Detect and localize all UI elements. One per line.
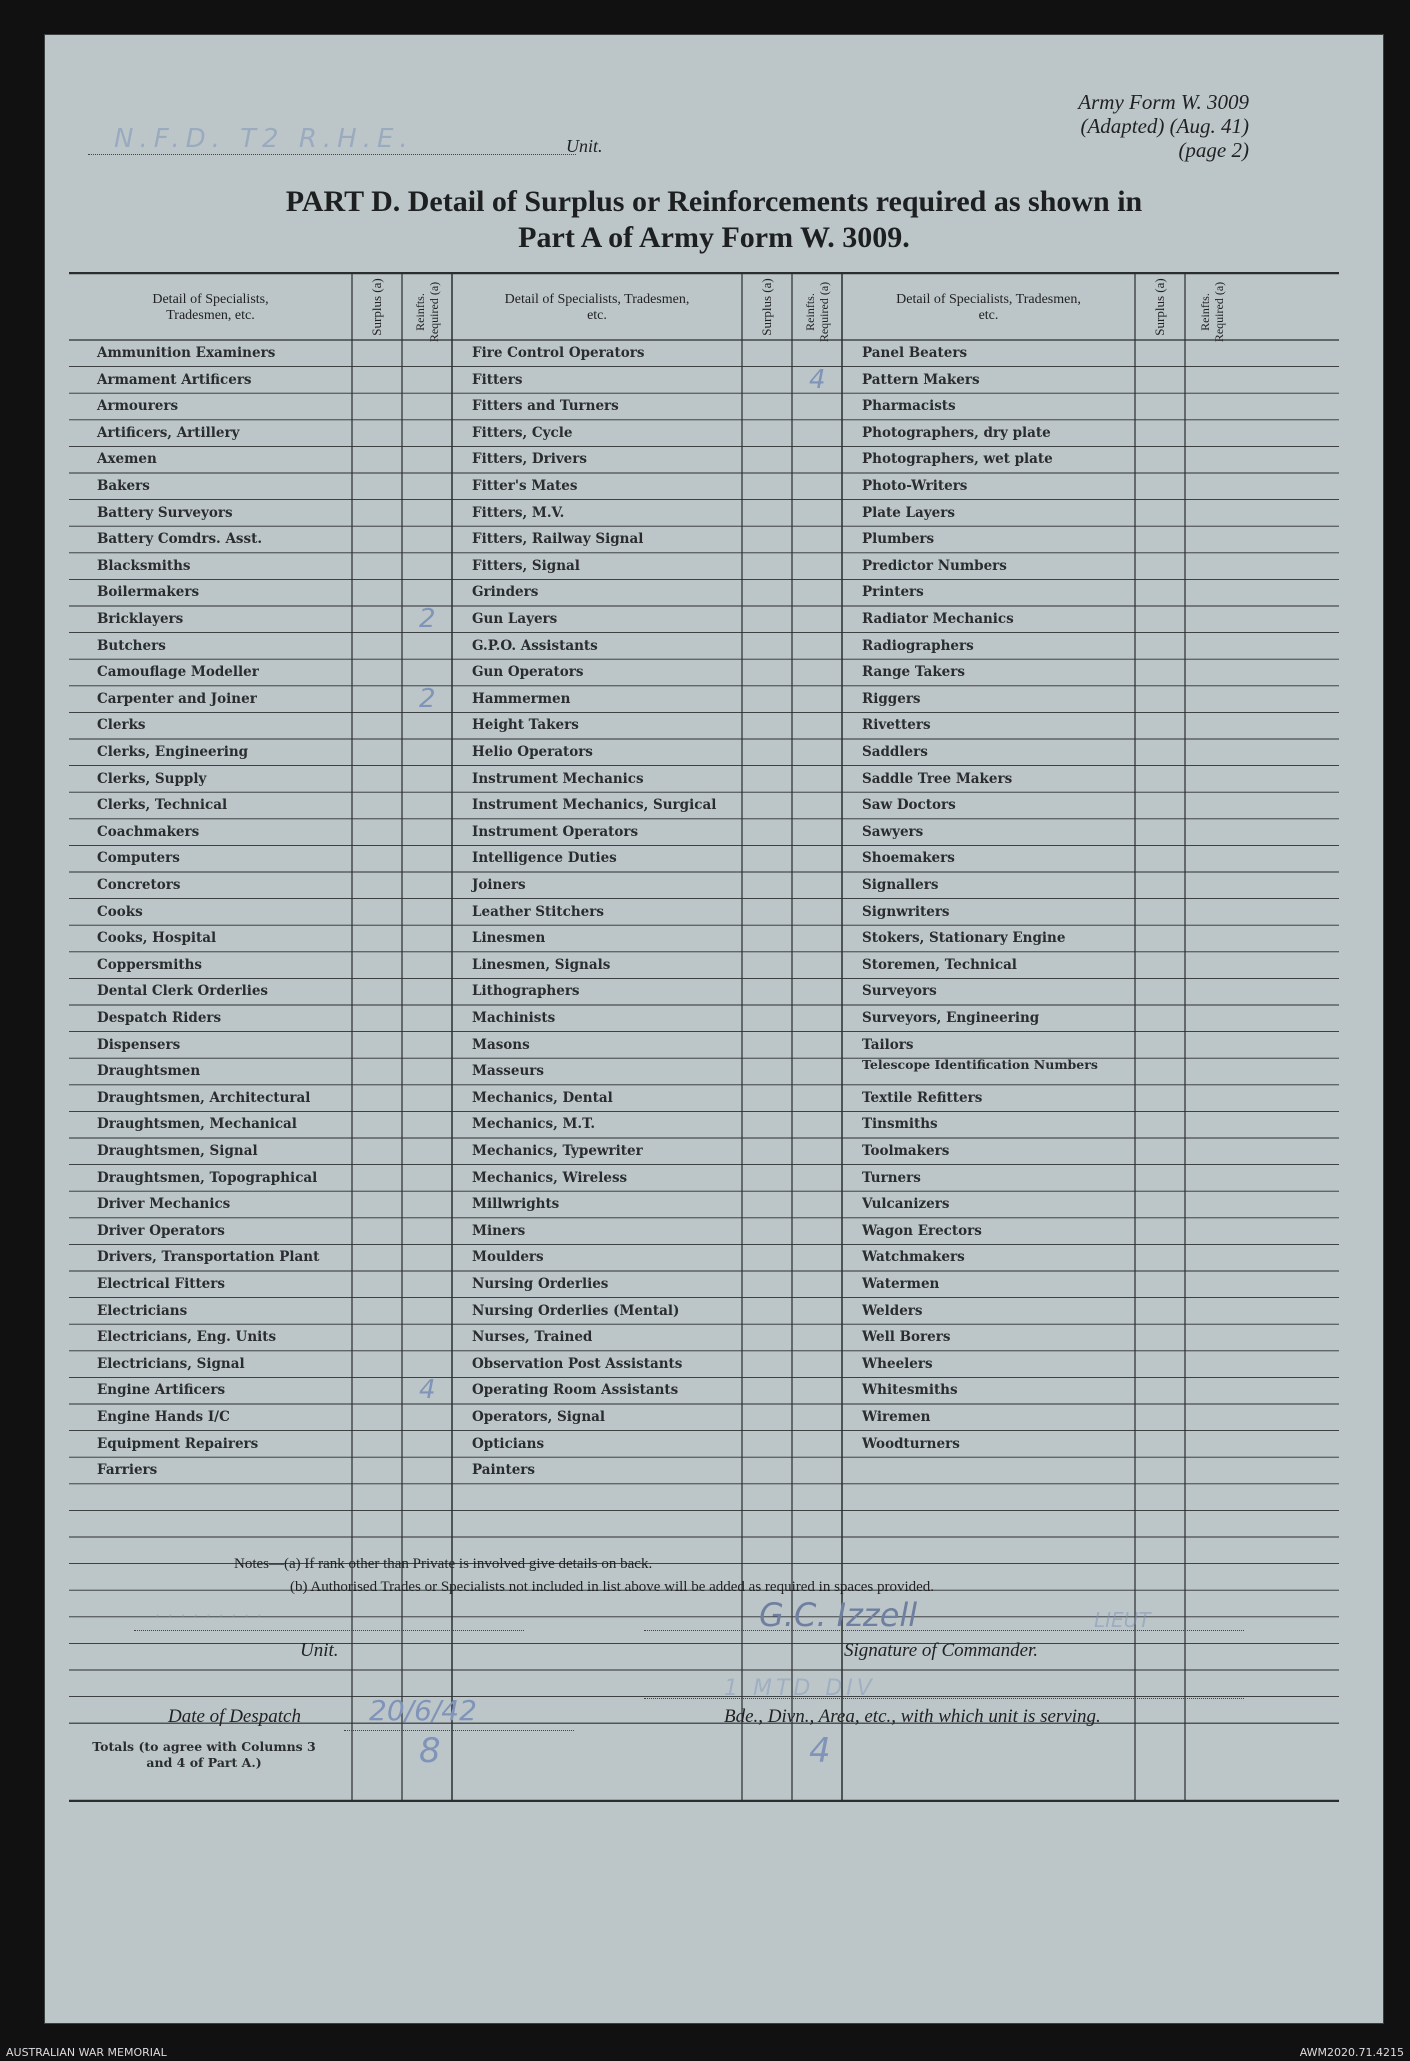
handwritten-entry: 8 [419, 1731, 441, 1772]
trade-item: Toolmakers [862, 1143, 950, 1159]
trade-item: Fitters, Signal [472, 557, 580, 574]
trade-item: Electricians, Signal [97, 1355, 245, 1372]
trade-item: Riggers [862, 690, 921, 707]
handwritten-entry: 4 [419, 1375, 436, 1406]
trade-item: Printers [862, 584, 924, 601]
trade-item: Sawyers [862, 823, 924, 840]
form-reference [1078, 90, 1249, 162]
trade-item: Range Takers [862, 664, 965, 681]
trade-item: Vulcanizers [862, 1196, 950, 1213]
trade-item: Panel Beaters [862, 345, 968, 361]
handwritten-entry: 2 [419, 683, 436, 714]
trade-item: Saddle Tree Makers [862, 770, 1013, 787]
trade-item: Farriers [97, 1462, 158, 1479]
column-header-reinfts: Reinfts. Required (a) [413, 281, 441, 343]
trade-item: Electricians, Eng. Units [97, 1329, 277, 1346]
trade-item: Draughtsmen [97, 1063, 201, 1080]
trade-item: Battery Surveyors [97, 504, 233, 521]
trade-item: Linesmen [472, 930, 546, 947]
column-header-reinfts: Reinfts. Required (a) [803, 281, 831, 343]
trade-item: Operators, Signal [472, 1409, 606, 1425]
date-line [344, 1730, 574, 1731]
trade-item: Despatch Riders [97, 1010, 222, 1026]
unit-dotted-line [88, 154, 576, 155]
trade-item: Dispensers [97, 1036, 181, 1053]
trade-item: Driver Operators [97, 1222, 225, 1239]
trade-item: Engine Hands I/C [97, 1409, 230, 1425]
trade-item: Radiographers [862, 637, 974, 654]
title-line-1: PART D. Detail of Surplus or Reinforcements required as shown in [285, 185, 1143, 218]
form-adapted: (Adapted) (Aug. 41) [1080, 114, 1249, 138]
trade-item: Watermen [862, 1276, 940, 1292]
trade-item: Machinists [472, 1010, 556, 1026]
archive-bar [0, 2044, 1410, 2061]
date-value: 20/6/42 [369, 1694, 477, 1727]
trade-item: Millwrights [472, 1196, 560, 1213]
archive-left: AUSTRALIAN WAR MEMORIAL [6, 2046, 167, 2059]
trade-item: Height Takers [472, 717, 579, 734]
trade-item: Nurses, Trained [472, 1329, 593, 1346]
commander-signature: G.C. Izzell [759, 1596, 918, 1634]
trade-item: Radiator Mechanics [862, 611, 1014, 627]
trade-item: Gun Layers [472, 611, 558, 627]
unit-footer-line [134, 1630, 524, 1631]
trade-item: Bakers [97, 478, 150, 494]
trade-item: Watchmakers [862, 1249, 965, 1266]
trade-item: Masons [472, 1036, 530, 1053]
column-header-detail: Detail of Specialists, Tradesmen, etc. [504, 292, 690, 323]
totals-label: Totals (to agree with Columns 3 and 4 of Part A.) [92, 1739, 316, 1771]
trade-item: Equipment Repairers [97, 1435, 259, 1452]
bde-label: Bde., Divn., Area, etc., with which unit is serving. [724, 1706, 1101, 1727]
trade-item: Signallers [862, 877, 939, 893]
trade-item: Hammermen [472, 690, 571, 707]
trade-item: Turners [862, 1169, 921, 1186]
trade-item: Plate Layers [862, 504, 955, 521]
trade-item: Armament Artificers [97, 371, 252, 388]
trade-item: Fitter's Mates [472, 478, 578, 494]
trade-item: Leather Stitchers [472, 903, 604, 920]
trade-item: Photo-Writers [862, 478, 968, 494]
trade-item: Shoemakers [862, 850, 955, 867]
trade-item: Gun Operators [472, 664, 584, 681]
trade-item: Painters [472, 1462, 536, 1479]
unit-footer-label: Unit. [300, 1640, 339, 1661]
trade-item: Stokers, Stationary Engine [862, 930, 1066, 947]
trade-item: Draughtsmen, Architectural [97, 1089, 311, 1106]
trade-item: Clerks, Technical [97, 797, 228, 814]
title-line-2: Part A of Army Form W. 3009. [518, 221, 910, 254]
trade-item: Clerks [97, 717, 146, 734]
trade-item: Coppersmiths [97, 956, 202, 973]
trade-item: Rivetters [862, 717, 931, 734]
column-header-surplus: Surplus (a) [759, 278, 774, 336]
trade-item: Tinsmiths [862, 1116, 938, 1133]
trade-item: Fire Control Operators [472, 345, 645, 361]
trade-item: Pharmacists [862, 398, 956, 415]
trade-item: Photographers, wet plate [862, 451, 1053, 468]
trade-item: Woodturners [862, 1435, 960, 1452]
trade-item: Plumbers [862, 531, 935, 548]
trade-item: Textile Refitters [862, 1089, 983, 1106]
trade-item: Mechanics, Wireless [472, 1169, 628, 1186]
trade-item: Grinders [472, 584, 539, 601]
trade-item: Dental Clerk Orderlies [97, 983, 269, 1000]
trade-item: Operating Room Assistants [472, 1382, 679, 1399]
trade-item: Tailors [862, 1036, 914, 1053]
trade-item: Bricklayers [97, 611, 184, 627]
trade-item: Opticians [472, 1435, 545, 1452]
trade-item: Lithographers [472, 983, 580, 1000]
trade-item: Carpenter and Joiner [97, 690, 257, 707]
column-header-surplus: Surplus (a) [1152, 278, 1167, 336]
trade-item: Drivers, Transportation Plant [97, 1249, 320, 1266]
signature-line [644, 1630, 1244, 1631]
trade-item: Mechanics, Dental [472, 1089, 613, 1106]
trade-item: Joiners [472, 877, 526, 893]
trade-item: Computers [97, 850, 180, 867]
trade-item: Coachmakers [97, 823, 200, 840]
trade-item: Draughtsmen, Signal [97, 1143, 258, 1159]
trade-item: Battery Comdrs. Asst. [97, 531, 263, 548]
unit-label: Unit. [566, 136, 603, 156]
trade-item: Storemen, Technical [862, 956, 1017, 973]
trade-item: Boilermakers [97, 584, 200, 601]
trade-item: Engine Artificers [97, 1382, 226, 1399]
commander-rank: LIEUT [1094, 1608, 1151, 1632]
trade-item: Surveyors, Engineering [862, 1010, 1040, 1026]
bde-line [644, 1698, 1244, 1699]
handwritten-entry: 4 [809, 364, 826, 395]
trade-item: Cooks, Hospital [97, 930, 217, 947]
column-header-detail: Detail of Specialists, Tradesmen, etc. [896, 292, 1081, 323]
handwritten-entry: 2 [419, 604, 436, 634]
trade-item: Pattern Makers [862, 371, 980, 388]
trade-item: Surveyors [862, 983, 937, 1000]
trade-item: Telescope Identification Numbers [862, 1057, 1098, 1073]
trade-item: Artificers, Artillery [97, 424, 240, 441]
trade-item: Butchers [97, 637, 166, 654]
trade-item: Draughtsmen, Mechanical [97, 1116, 297, 1133]
trade-item: Blacksmiths [97, 557, 191, 574]
trade-item: Whitesmiths [862, 1382, 958, 1399]
archive-right: AWM2020.71.4215 [1299, 2046, 1404, 2059]
trade-item: Cooks [97, 903, 143, 920]
trade-item: Fitters and Turners [472, 398, 619, 415]
trade-item: Nursing Orderlies [472, 1276, 609, 1292]
form-name: Army Form W. 3009 [1078, 90, 1249, 114]
trade-item: Electrical Fitters [97, 1276, 225, 1292]
trade-item: Wheelers [862, 1355, 933, 1372]
trade-item: G.P.O. Assistants [472, 637, 598, 654]
trade-item: Ammunition Examiners [97, 345, 276, 361]
signature-label: Signature of Commander. [844, 1640, 1039, 1661]
column-header-reinfts: Reinfts. Required (a) [1198, 281, 1226, 343]
trade-item: Electricians [97, 1302, 188, 1319]
trade-item: Miners [472, 1222, 526, 1239]
trade-item: Signwriters [862, 903, 950, 920]
note-a: Notes—(a) If rank other than Private is involved give details on back. [234, 1556, 653, 1572]
bde-value: 1 MTD DIV [724, 1676, 876, 1701]
unit-footer-handwritten: · · · · · · · · · [154, 1604, 263, 1628]
form-page [44, 34, 1384, 2024]
trade-item: Clerks, Engineering [97, 744, 249, 760]
trade-item: Fitters [472, 371, 523, 388]
trade-item: Observation Post Assistants [472, 1355, 683, 1372]
trade-item: Welders [862, 1302, 923, 1319]
unit-handwritten: N.F.D. T2 R.H.E. [114, 124, 414, 154]
page-title [44, 184, 1384, 256]
trade-item: Nursing Orderlies (Mental) [472, 1302, 680, 1319]
trade-item: Intelligence Duties [472, 850, 617, 867]
trade-item: Saddlers [862, 744, 928, 760]
handwritten-entry: 4 [809, 1731, 831, 1772]
trade-item: Wiremen [862, 1409, 931, 1425]
trade-item: Fitters, Railway Signal [472, 531, 644, 548]
trade-item: Wagon Erectors [862, 1222, 982, 1239]
trade-item: Masseurs [472, 1063, 545, 1080]
trade-item: Draughtsmen, Topographical [97, 1169, 318, 1186]
trade-item: Photographers, dry plate [862, 424, 1051, 441]
trade-item: Helio Operators [472, 744, 593, 760]
trade-item: Camouflage Modeller [97, 664, 259, 681]
trade-item: Mechanics, Typewriter [472, 1143, 643, 1159]
trade-item: Driver Mechanics [97, 1196, 231, 1213]
trade-item: Axemen [97, 451, 157, 468]
column-header-surplus: Surplus (a) [369, 278, 384, 336]
trade-item: Instrument Mechanics, Surgical [472, 797, 717, 814]
trade-item: Armourers [97, 398, 179, 415]
trade-item: Saw Doctors [862, 797, 956, 814]
trade-item: Predictor Numbers [862, 557, 1007, 574]
trade-item: Instrument Operators [472, 823, 639, 840]
date-label: Date of Despatch [168, 1706, 301, 1727]
trade-item: Mechanics, M.T. [472, 1116, 596, 1133]
trade-item: Moulders [472, 1249, 544, 1266]
trade-item: Fitters, M.V. [472, 504, 565, 521]
trade-item: Linesmen, Signals [472, 956, 611, 973]
trade-item: Concretors [97, 877, 181, 893]
form-page-number: (page 2) [1178, 138, 1249, 162]
column-header-detail: Detail of Specialists, Tradesmen, etc. [152, 292, 269, 323]
trade-item: Instrument Mechanics [472, 770, 644, 787]
trade-item: Fitters, Drivers [472, 451, 587, 468]
trade-item: Clerks, Supply [97, 770, 207, 787]
trade-item: Well Borers [862, 1329, 951, 1346]
note-b: (b) Authorised Trades or Specialists not included in list above will be added as required in spaces provided. [290, 1579, 935, 1595]
trade-item: Fitters, Cycle [472, 424, 573, 441]
